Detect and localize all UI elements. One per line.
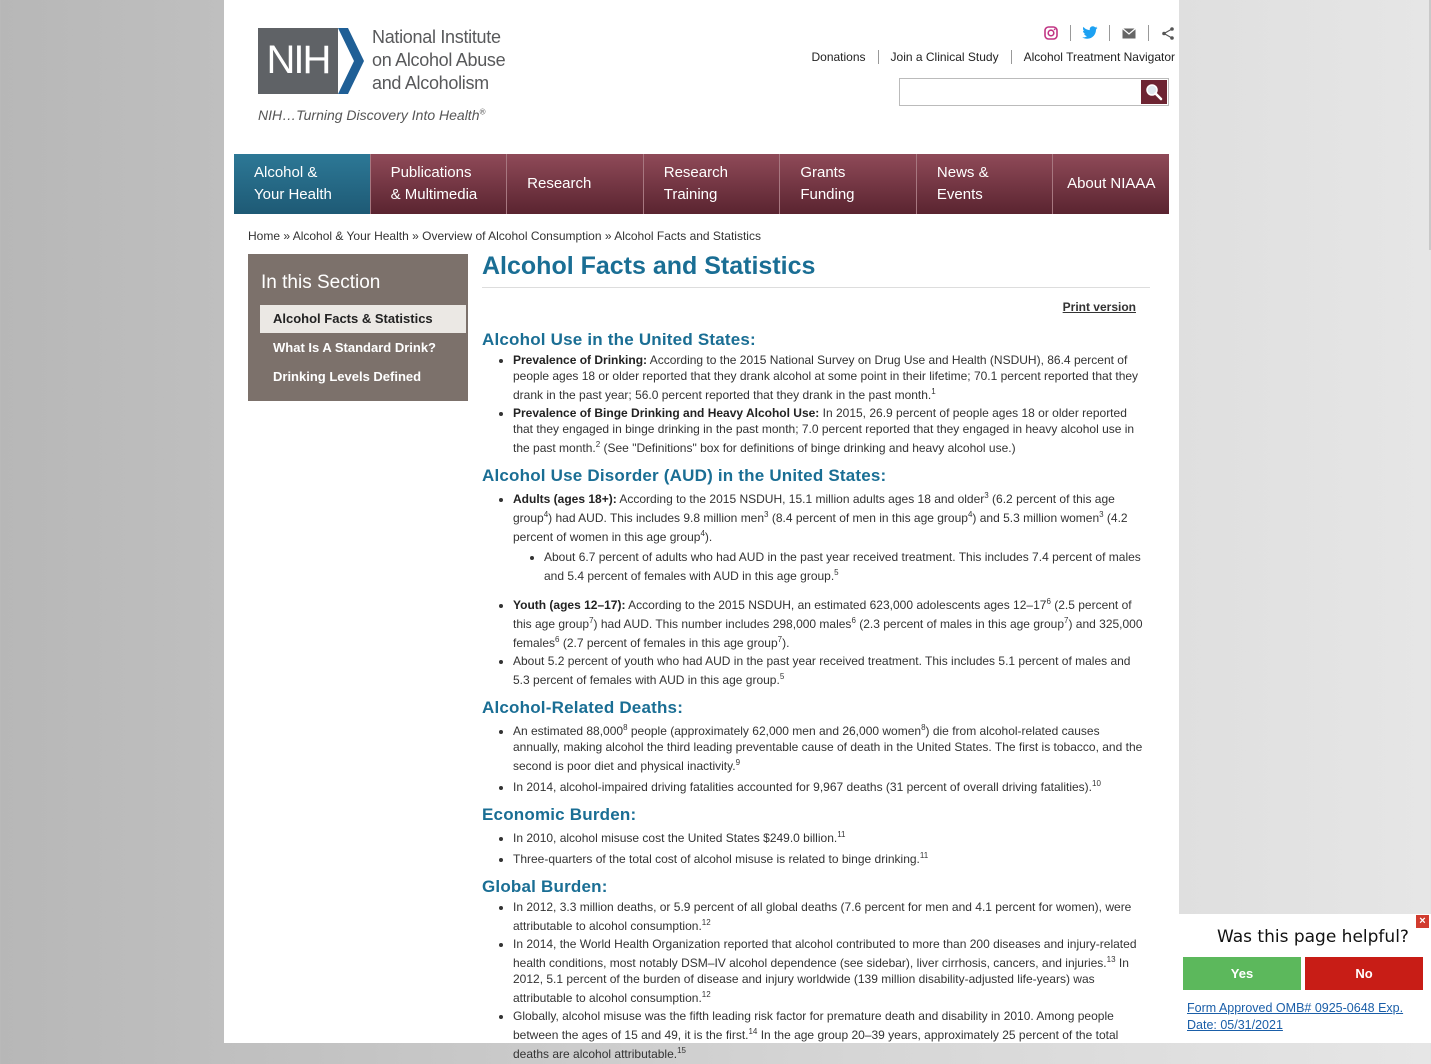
section-heading: Economic Burden:	[482, 805, 637, 824]
feedback-question: Was this page helpful?	[1217, 927, 1409, 947]
list-item: • Globally, alcohol misuse was the fifth leading risk factor for premature death and disability in 2010. Among people between the ages of 15 and 49, it is the first.$^{14}$ In the age group 20–39 years, approximately 25 percent of the total deaths are alcohol attributable.$^{15}$	[513, 1008, 1150, 1062]
list-item: • Adults (ages 18+): According to the 2015 NSDUH, 15.1 million adults ages 18 and older$^3$ (6.2 percent of this age group$^4$) had AUD. This includes 9.8 million men$^3$ (8.4 percent of men in this age group$^4$) and 5.3 million women$^3$ (4.2 percent of women in this age group$^4$). • About 6.7 percent of adults who had AUD in the past year received treatment. This includes 7.4 percent of males and 5.4 percent of females with AUD in this age group.$^5$	[513, 488, 1150, 584]
search-input[interactable]	[900, 79, 1138, 105]
sub-list	[544, 549, 1150, 584]
close-icon[interactable]: ×	[1416, 915, 1429, 928]
twitter-icon[interactable]	[1083, 26, 1097, 40]
search-button[interactable]	[1141, 80, 1167, 104]
list-item: • About 5.2 percent of youth who had AUD in the past year received treatment. This includes 5.1 percent of males and 5.3 percent of females with AUD in this age group.$^5$	[513, 653, 1150, 688]
nav-news-events[interactable]: News & Events	[917, 154, 1054, 214]
section-heading: Alcohol Use in the United States:	[482, 330, 756, 349]
nav-about-niaaa[interactable]: About NIAAA	[1053, 154, 1169, 214]
list-item: • Youth (ages 12–17): According to the 2015 NSDUH, an estimated 623,000 adolescents ages $12-17^6$ (2.5 percent of this age group$^7$) had AUD. This number includes 298,000 males$^6$ (2.3 percent of males in this age group$^7$) and 325,000 females$^6$ (2.7 percent of females in this age group$^7$).	[513, 594, 1150, 651]
search-box	[899, 78, 1169, 106]
bullet-list	[513, 899, 1150, 1062]
list-item: • In 2014, alcohol-impaired driving fatalities accounted for 9,967 deaths (31 percent of overall driving fatalities).$^{10}$	[513, 776, 1150, 795]
treatment-navigator-link[interactable]: Alcohol Treatment Navigator	[1023, 50, 1175, 64]
sidebar-item-drinking-levels[interactable]: Drinking Levels Defined	[273, 369, 422, 384]
section-sidebar	[248, 254, 468, 401]
instagram-icon[interactable]	[1044, 26, 1058, 40]
section-heading: Alcohol-Related Deaths:	[482, 698, 684, 717]
omb-link[interactable]: Form Approved OMB# 0925-0648 Exp. Date: 05/31/2021	[1187, 1001, 1404, 1032]
list-item: • In 2014, the World Health Organization reported that alcohol contributed to more than 200 diseases and injury-related health conditions, most notably DSM–IV alcohol dependence (see sidebar), liver cirrhosis, cancers, and injuries.$^{13}$ In 2012, 5.1 percent of the burden of disease and injury worldwide (139 million disability-adjusted life-years) was attributable to alcohol consumption.$^{12}$	[513, 936, 1150, 1006]
nav-alcohol-your-health[interactable]: Alcohol & Your Health	[234, 154, 371, 214]
nih-logo[interactable]	[258, 26, 505, 95]
section-heading: Alcohol Use Disorder (AUD) in the United States:	[482, 466, 887, 485]
share-icon[interactable]	[1161, 26, 1175, 40]
list-item: • Prevalence of Binge Drinking and Heavy Alcohol Use: In 2015, 26.9 percent of people ages 18 or older reported that they engaged in binge drinking in the past month; 7.0 percent reported that they engaged in heavy alcohol use in the past month.$^2$ (See "Definitions" box for definitions of binge drinking and heavy alcohol use.)	[513, 405, 1150, 456]
main-nav	[234, 154, 1169, 214]
print-version-link[interactable]: Print version	[1062, 300, 1136, 314]
sidebar-item-facts-statistics[interactable]: Alcohol Facts & Statistics	[260, 305, 466, 333]
no-button[interactable]: No	[1305, 957, 1423, 990]
donations-link[interactable]: Donations	[799, 50, 878, 64]
sidebar-item-standard-drink[interactable]: What Is A Standard Drink?	[273, 340, 436, 355]
chevron-logo-icon	[338, 28, 366, 94]
nav-publications[interactable]: Publications & Multimedia	[371, 154, 508, 214]
email-icon[interactable]	[1122, 26, 1136, 40]
top-links	[799, 50, 1175, 64]
yes-button[interactable]: Yes	[1183, 957, 1301, 990]
list-item: • Prevalence of Drinking: According to the 2015 National Survey on Drug Use and Health (NSDUH), 86.4 percent of people ages 18 or older reported that they drank alcohol at some point in their lifetime; 70.1 percent reported that they drank in the past year; 56.0 percent reported that they drank in the past month.$^1$	[513, 352, 1150, 403]
list-item: • In 2010, alcohol misuse cost the United States $249.0 billion.$^{11}$	[513, 827, 1150, 846]
nav-research[interactable]: Research	[507, 154, 644, 214]
section-heading: Global Burden:	[482, 877, 608, 896]
sidebar-title: In this Section	[261, 272, 381, 293]
feedback-widget	[1179, 914, 1431, 1043]
search-icon	[1145, 83, 1163, 101]
bullet-list	[513, 720, 1150, 795]
nav-grants-funding[interactable]: Grants Funding	[780, 154, 917, 214]
bullet-list	[513, 827, 1150, 867]
main-content	[482, 252, 1150, 1064]
nih-logo-mark: NIH	[258, 28, 338, 94]
logo-text: National Institute on Alcohol Abuse and Alcoholism	[372, 27, 506, 93]
social-links	[1032, 25, 1175, 41]
breadcrumb[interactable]: Home » Alcohol & Your Health » Overview of Alcohol Consumption » Alcohol Facts and Statistics	[248, 229, 761, 243]
clinical-study-link[interactable]: Join a Clinical Study	[879, 50, 1012, 64]
page-title: Alcohol Facts and Statistics	[482, 252, 1150, 288]
bullet-list	[513, 352, 1150, 456]
bullet-list	[513, 488, 1150, 688]
page	[224, 0, 1179, 1061]
list-item: • Three-quarters of the total cost of alcohol misuse is related to binge drinking.$^{11}$	[513, 848, 1150, 867]
nav-research-training[interactable]: Research Training	[644, 154, 781, 214]
list-item: • About 6.7 percent of adults who had AUD in the past year received treatment. This includes 7.4 percent of males and 5.4 percent of females with AUD in this age group.$^5$	[544, 549, 1150, 584]
tagline: NIH…Turning Discovery Into Health®	[258, 107, 486, 123]
list-item: • An estimated 88,000$^8$ people (approximately 62,000 men and 26,000 women$^8$) die from alcohol-related causes annually, making alcohol the third leading preventable cause of death in the United States. The first is tobacco, and the second is poor diet and physical inactivity.$^9$	[513, 720, 1150, 774]
list-item: • In 2012, 3.3 million deaths, or 5.9 percent of all global deaths (7.6 percent for men and 4.1 percent for women), were attributable to alcohol consumption.$^{12}$	[513, 899, 1150, 934]
